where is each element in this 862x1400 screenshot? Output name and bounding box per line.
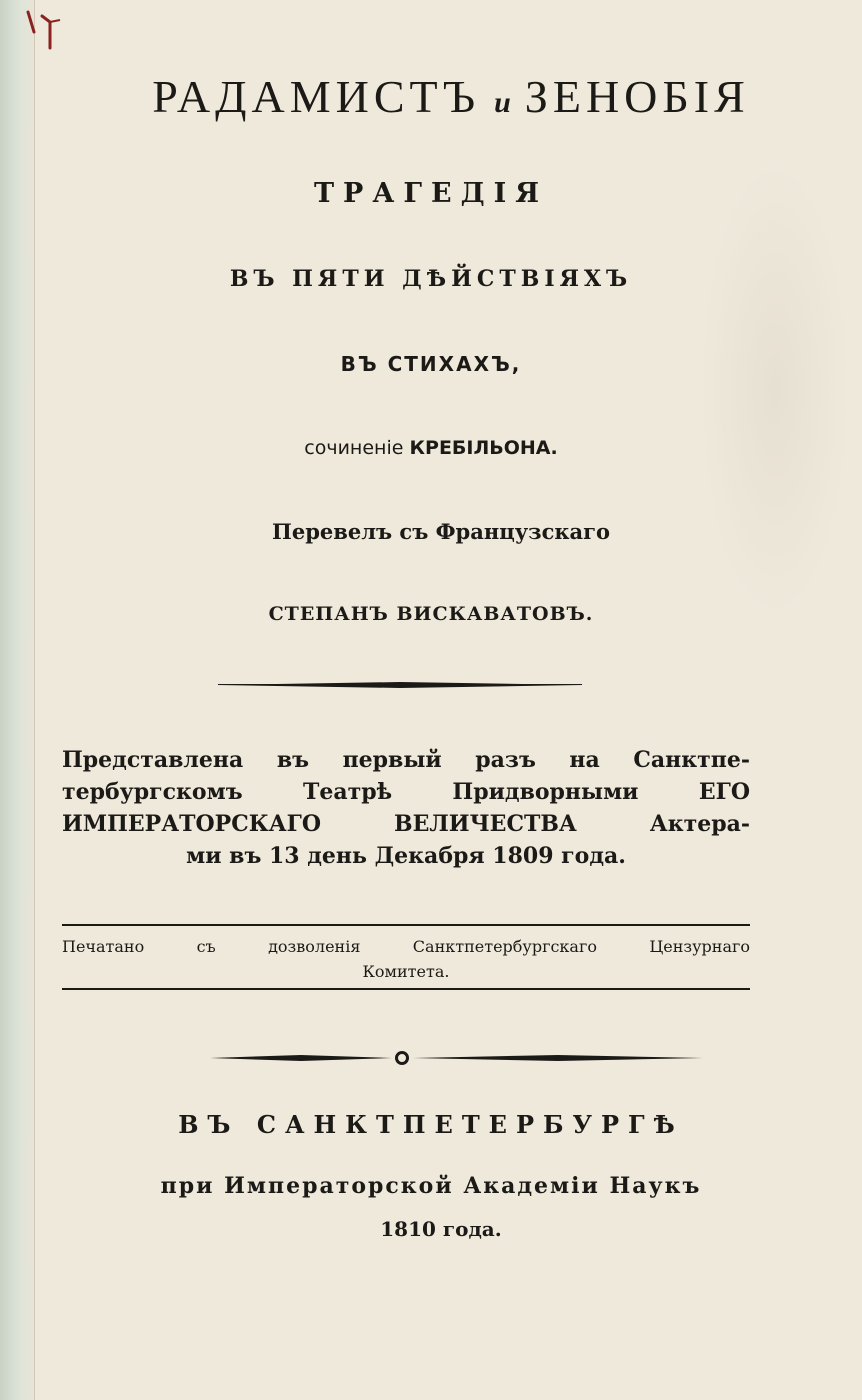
ornament-rule-right <box>413 1055 703 1061</box>
translator-credit: Перевелъ съ Французскаго <box>272 519 610 544</box>
verse-subtitle: ВЪ СТИХАХЪ, <box>340 352 522 376</box>
performance-line: Представлена въ первый разъ на Санктпе- <box>62 747 750 773</box>
ornament-rule-top-hairline <box>218 684 582 685</box>
author-credit <box>0 437 862 459</box>
ornament-rule-left <box>210 1055 392 1061</box>
censor-line: Печатано съ дозволенія Санктпетербургскаго Цензурнаго <box>62 937 750 956</box>
censor-rule-bottom <box>62 988 750 990</box>
censor-line: Комитета. <box>362 962 450 981</box>
imprint-year: 1810 года. <box>380 1217 502 1241</box>
imprint-place: ВЪ САНКТПЕТЕРБУРГѢ <box>178 1110 684 1139</box>
imprint-press: при Императорской Академіи Наукъ <box>160 1173 702 1199</box>
performance-note <box>62 744 750 872</box>
pencil-mark-icon <box>20 8 80 68</box>
acts-subtitle: ВЪ ПЯТИ ДѢЙСТВІЯХЪ <box>229 266 633 292</box>
performance-line: ИМПЕРАТОРСКАГО ВЕЛИЧЕСТВА Актера- <box>62 811 750 837</box>
ornament-circle-icon <box>393 1049 411 1067</box>
title-name-1: РАДАМИСТЪ <box>152 71 481 122</box>
performance-line: ми въ 13 день Декабря 1809 года. <box>186 843 626 869</box>
censor-note <box>62 934 750 984</box>
genre-heading: ТРАГЕДІЯ <box>313 178 549 209</box>
author-name: КРЕБІЛЬОНА. <box>409 437 558 459</box>
show-through-stain <box>700 160 850 620</box>
book-title <box>0 70 862 123</box>
performance-line: тербургскомъ Театрѣ Придворными ЕГО <box>62 779 750 805</box>
ornament-rule-top <box>218 682 582 688</box>
author-prefix: сочиненіе <box>304 437 404 459</box>
censor-rule-top <box>62 924 750 926</box>
translator-name: СТЕПАНЪ ВИСКАВАТОВЪ. <box>268 603 594 625</box>
title-conjunction: и <box>494 86 511 119</box>
title-name-2: ЗЕНОБІЯ <box>524 71 750 122</box>
